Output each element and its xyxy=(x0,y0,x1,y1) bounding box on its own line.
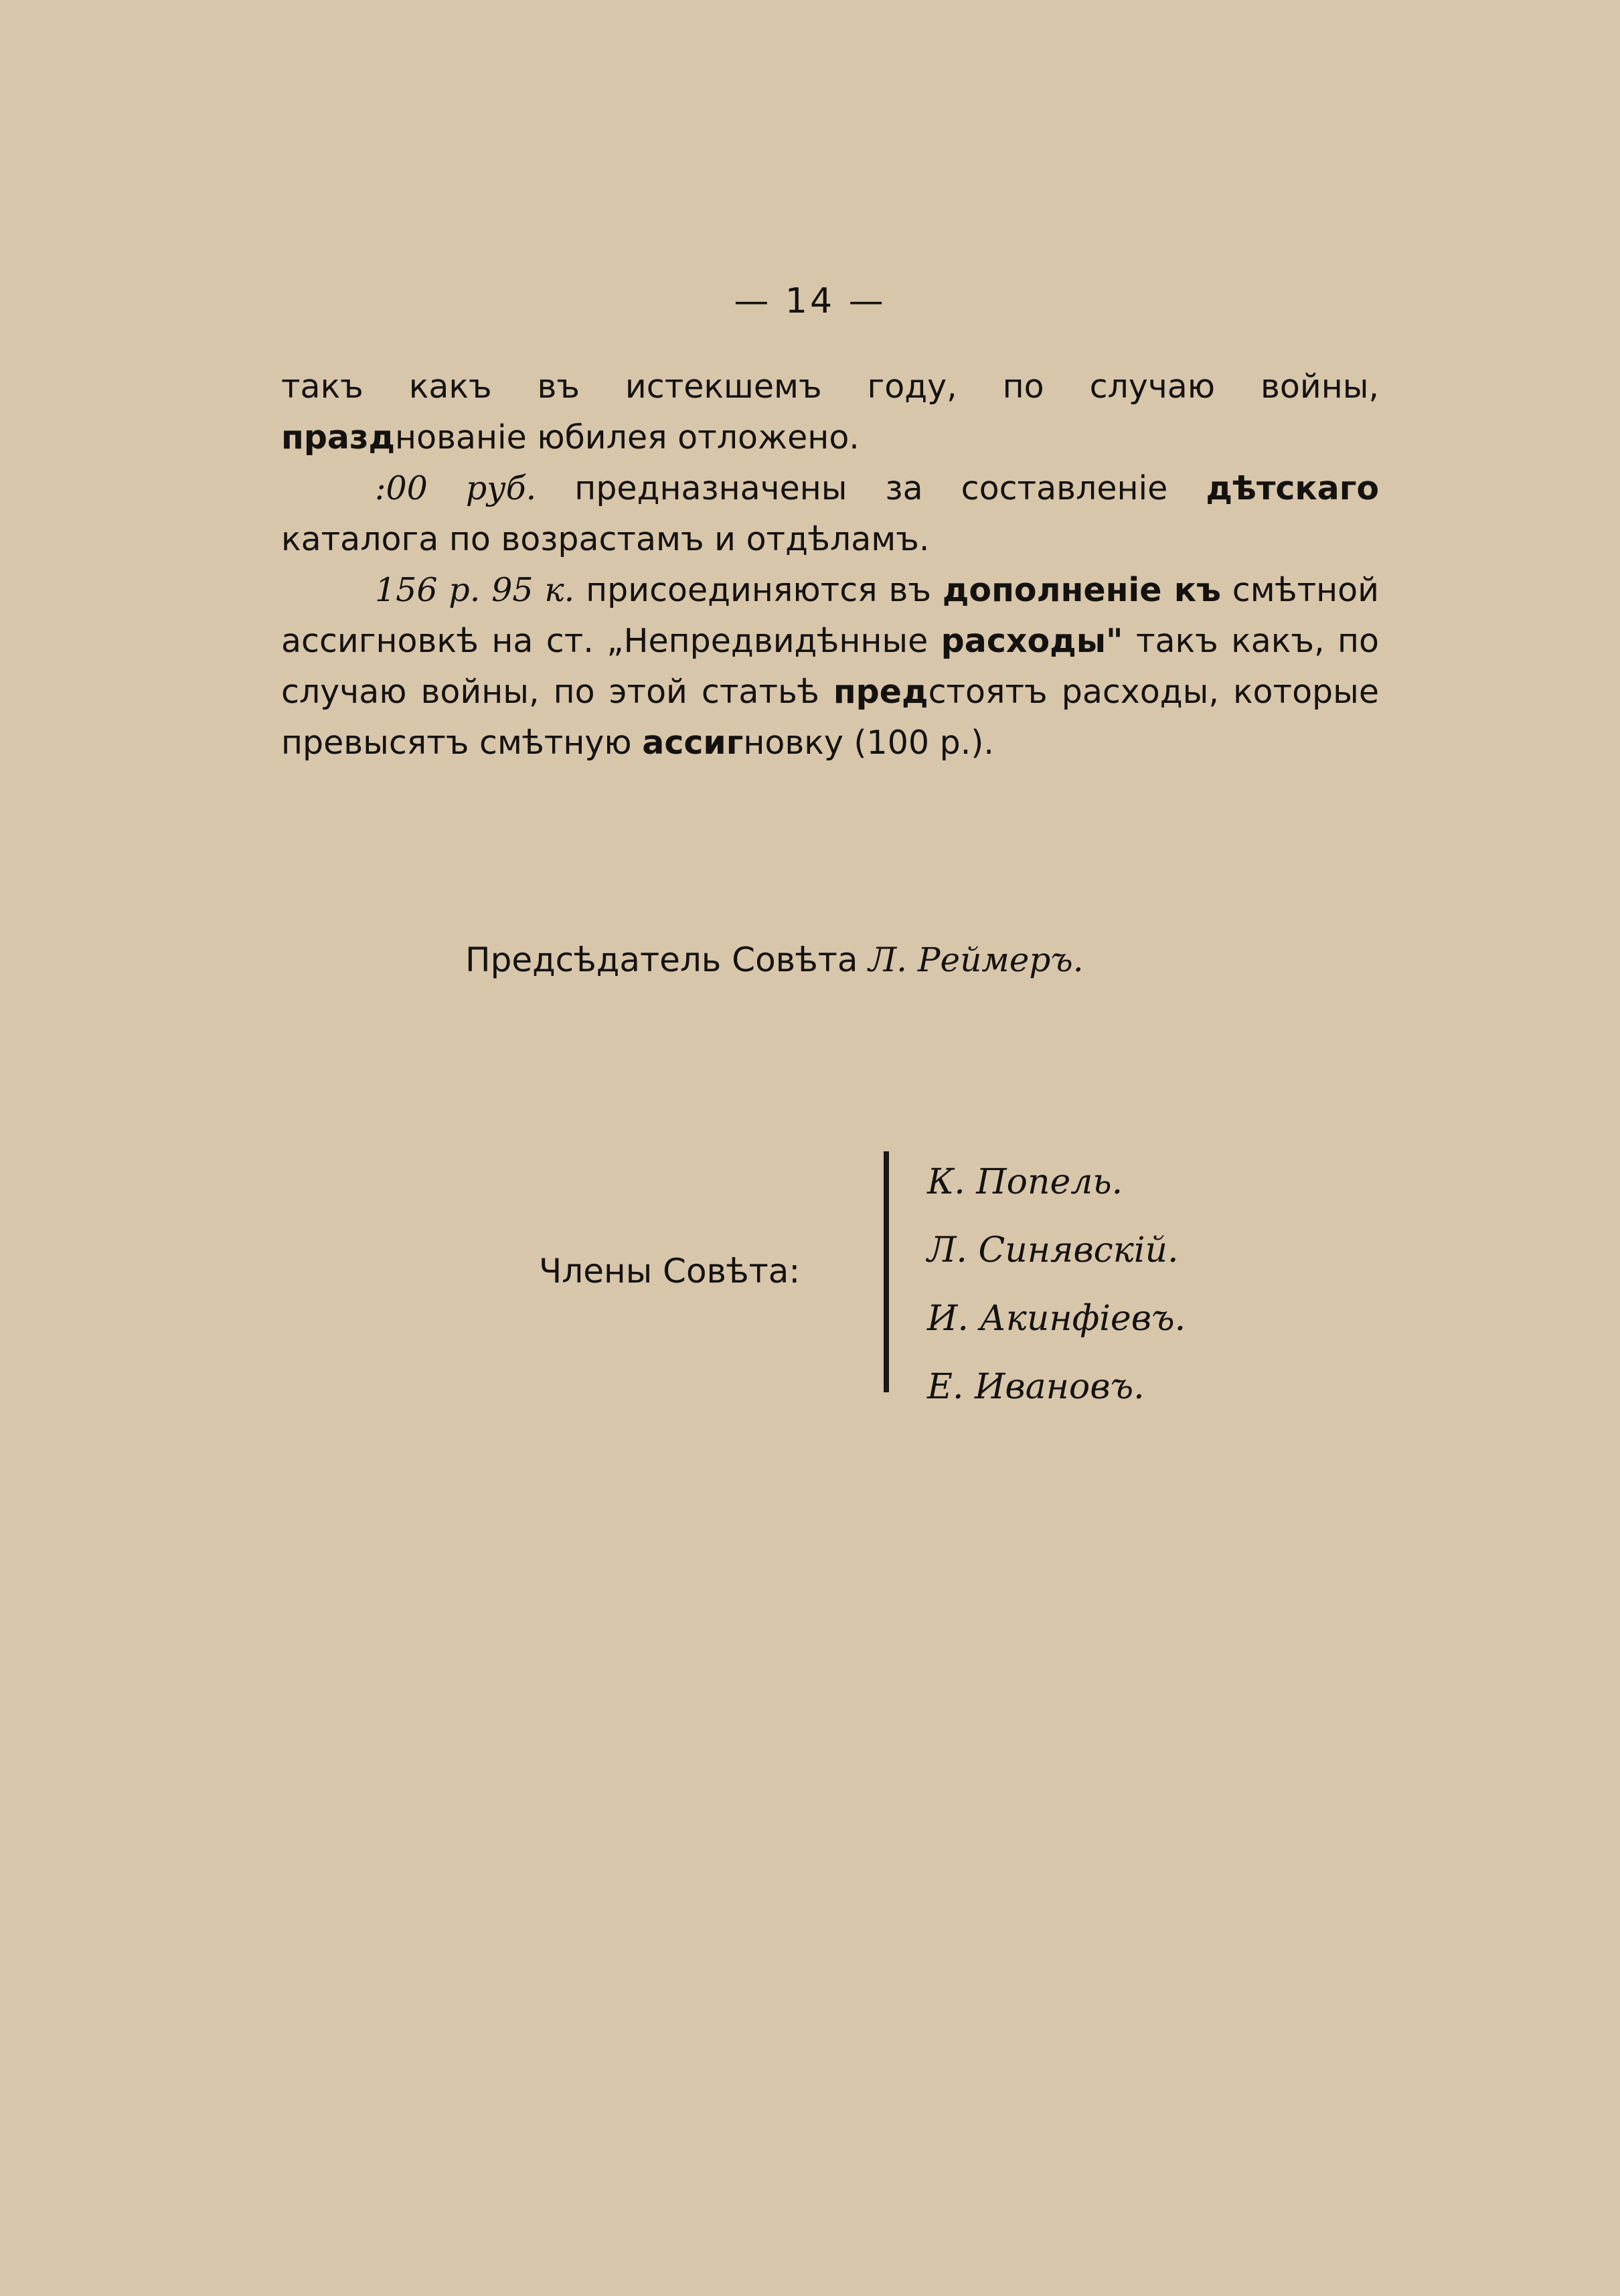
chairman-signature xyxy=(465,940,1084,979)
text-run-italic: 156 р. 95 к. xyxy=(375,571,575,609)
text-run-bold: дѣтскаго xyxy=(1206,469,1380,507)
text-run: новку (100 р.). xyxy=(743,724,994,762)
member-name: Л. Синявскій. xyxy=(927,1230,1179,1270)
text-run-bold: пред xyxy=(833,673,928,711)
text-run: смѣтной ассигновкѣ на ст. „Непредвидѣнные xyxy=(281,571,1379,660)
text-run: каталога по возрастамъ и отдѣламъ. xyxy=(281,520,930,558)
chairman-name: Л. Реймеръ. xyxy=(868,940,1084,979)
chairman-label: Предсѣдатель Совѣта xyxy=(465,940,858,979)
brace-line xyxy=(884,1151,889,1392)
text-run-bold: ассиг xyxy=(642,724,744,762)
text-run: нованіе юбилея отложено. xyxy=(395,418,860,457)
member-name: И. Акинфіевъ. xyxy=(927,1299,1186,1339)
text-run-bold: дополненіе къ xyxy=(942,571,1221,609)
members-label: Члены Совѣта: xyxy=(539,1252,801,1291)
text-run: присоединяются въ xyxy=(574,571,943,609)
member-name: Е. Ивановъ. xyxy=(927,1367,1145,1407)
text-run: такъ какъ въ истекшемъ году, по случаю войны, xyxy=(281,367,1379,406)
paragraph-2 xyxy=(281,463,1379,565)
page-number: — 14 — xyxy=(734,281,886,321)
body-text xyxy=(281,361,1379,768)
text-run: такъ какъ, по случаю войны, по этой статьѣ xyxy=(281,622,1380,711)
text-run-bold: расходы" xyxy=(941,622,1123,660)
paragraph-3 xyxy=(281,565,1379,768)
text-run: стоятъ расходы, которые превысятъ смѣтную xyxy=(281,673,1379,762)
text-run-italic: :00 руб. xyxy=(375,469,537,507)
text-run: предназначены за составленіе xyxy=(536,469,1206,507)
member-name: К. Попель. xyxy=(927,1162,1123,1202)
paragraph-1 xyxy=(281,361,1379,463)
text-run-bold: празд xyxy=(281,418,396,457)
members-list xyxy=(927,1148,1186,1421)
